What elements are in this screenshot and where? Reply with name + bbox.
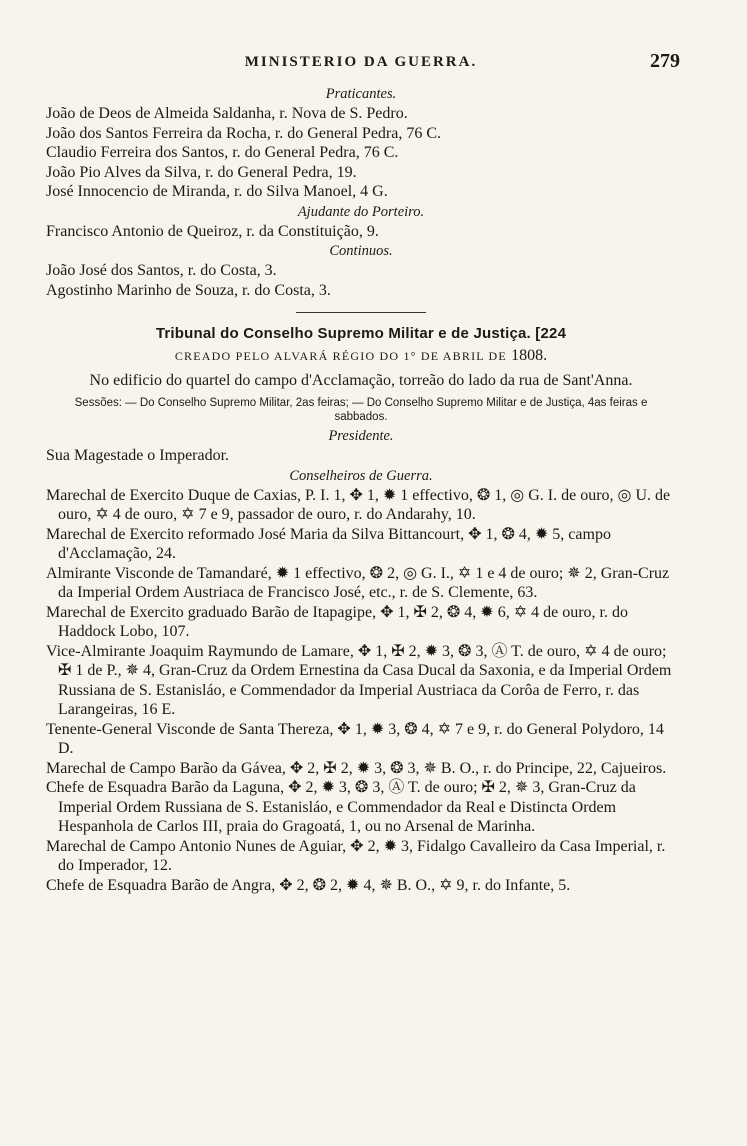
list-item: Sua Magestade o Imperador. [46, 447, 230, 464]
page-header [46, 50, 680, 84]
list-item: Tenente-General Visconde de Santa Thereza, ✥ 1, ✹ 3, ❂ 4, ✡ 7 e 9, r. do General Polydoro, 14 D. [46, 720, 664, 757]
list-item: Francisco Antonio de Queiroz, r. da Constituição, 9. [46, 222, 379, 240]
presidente-list [46, 446, 676, 466]
running-title: MINISTERIO DA GUERRA. [244, 54, 478, 70]
list-item: Claudio Ferreira dos Santos, r. do General Pedra, 76 C. [46, 144, 399, 161]
list-item: João Pio Alves da Silva, r. do General Pedra, 19. [46, 163, 357, 181]
list-item: Marechal de Campo Antonio Nunes de Aguiar, ✥ 2, ✹ 3, Fidalgo Cavalleiro da Casa Imperial, r. do Imperador, 12. [46, 837, 666, 874]
list-item: Agostinho Marinho de Souza, r. do Costa, 3. [46, 281, 331, 299]
creation-text: CREADO PELO ALVARÁ RÉGIO DO 1° DE ABRIL DE [174, 349, 507, 363]
list-item: Almirante Visconde de Tamandaré, ✹ 1 effectivo, ❂ 2, ◎ G. I., ✡ 1 e 4 de ouro; ✵ 2, Gran-Cruz da Imperial Ordem Austriaca de Francisco José, etc., r. de S. Clemente, 63. [46, 564, 670, 601]
list-item: Marechal de Campo Barão da Gávea, ✥ 2, ✠ 2, ✹ 3, ❂ 3, ✵ B. O., r. do Principe, 22, Cajueiros. [46, 759, 667, 777]
document-page [46, 50, 680, 895]
section-divider [296, 312, 426, 313]
praticantes-list [46, 104, 676, 202]
creation-year: 1808. [511, 347, 548, 364]
section-heading-praticantes: Praticantes. [325, 86, 397, 102]
list-item: José Innocencio de Miranda, r. do Silva Manoel, 4 G. [46, 183, 388, 200]
section-heading-continuos: Continuos. [329, 243, 393, 259]
ajudante-list [46, 222, 676, 242]
section-heading-ajudante: Ajudante do Porteiro. [297, 203, 425, 220]
tribunal-sessions: Sessões: — Do Conselho Supremo Militar, 2as feiras; — Do Conselho Supremo Militar e de Justiça, 4as feiras e sabbados. [74, 397, 648, 423]
page-number: 279 [650, 50, 680, 72]
list-item: João José dos Santos, r. do Costa, 3. [46, 262, 277, 279]
continuos-list [46, 261, 676, 300]
tribunal-location: No edificio do quartel do campo d'Acclamação, torreão do lado da rua de Sant'Anna. [89, 372, 633, 389]
list-item: Marechal de Exercito graduado Barão de Itapagipe, ✥ 1, ✠ 2, ❂ 4, ✹ 6, ✡ 4 de ouro, r. do Haddock Lobo, 107. [46, 603, 628, 640]
list-item: João dos Santos Ferreira da Rocha, r. do General Pedra, 76 C. [46, 124, 442, 142]
tribunal-creation [46, 345, 676, 367]
list-item: João de Deos de Almeida Saldanha, r. Nova de S. Pedro. [46, 105, 408, 122]
list-item: Chefe de Esquadra Barão da Laguna, ✥ 2, ✹ 3, ❂ 3, Ⓐ T. de ouro; ✠ 2, ✵ 3, Gran-Cruz da Imperial Ordem Russiana de S. Estanisláo, e Commendador da Real e Distincta Ordem Hespanhola de Carlos III, praia do Gragoatá, 1, ou no Arsenal de Marinha. [46, 779, 636, 835]
section-heading-presidente: Presidente. [328, 428, 394, 444]
conselheiros-list [46, 486, 676, 896]
list-item: Marechal de Exercito Duque de Caxias, P. I. 1, ✥ 1, ✹ 1 effectivo, ❂ 1, ◎ G. I. de ouro, ◎ U. de ouro, ✡ 4 de ouro, ✡ 7 e 9, passador de ouro, r. do Andarahy, 10. [46, 486, 671, 523]
list-item: Vice-Almirante Joaquim Raymundo de Lamare, ✥ 1, ✠ 2, ✹ 3, ❂ 3, Ⓐ T. de ouro, ✡ 4 de ouro; ✠ 1 de P., ✵ 4, Gran-Cruz da Ordem Ernestina da Casa Ducal da Saxonia, e da Imperial Ordem Russiana de S. Estanisláo, e Commendador da Imperial Austriaca da Corôa de Ferro, r. das Larangeiras, 16 E. [46, 642, 672, 718]
list-item: Marechal de Exercito reformado José Maria da Silva Bittancourt, ✥ 1, ❂ 4, ✹ 5, campo d'Acclamação, 24. [46, 525, 611, 562]
list-item: Chefe de Esquadra Barão de Angra, ✥ 2, ❂ 2, ✹ 4, ✵ B. O., ✡ 9, r. do Infante, 5. [46, 876, 571, 894]
section-heading-conselheiros: Conselheiros de Guerra. [289, 467, 433, 484]
tribunal-title: Tribunal do Conselho Supremo Militar e de Justiça. [224 [155, 325, 567, 342]
